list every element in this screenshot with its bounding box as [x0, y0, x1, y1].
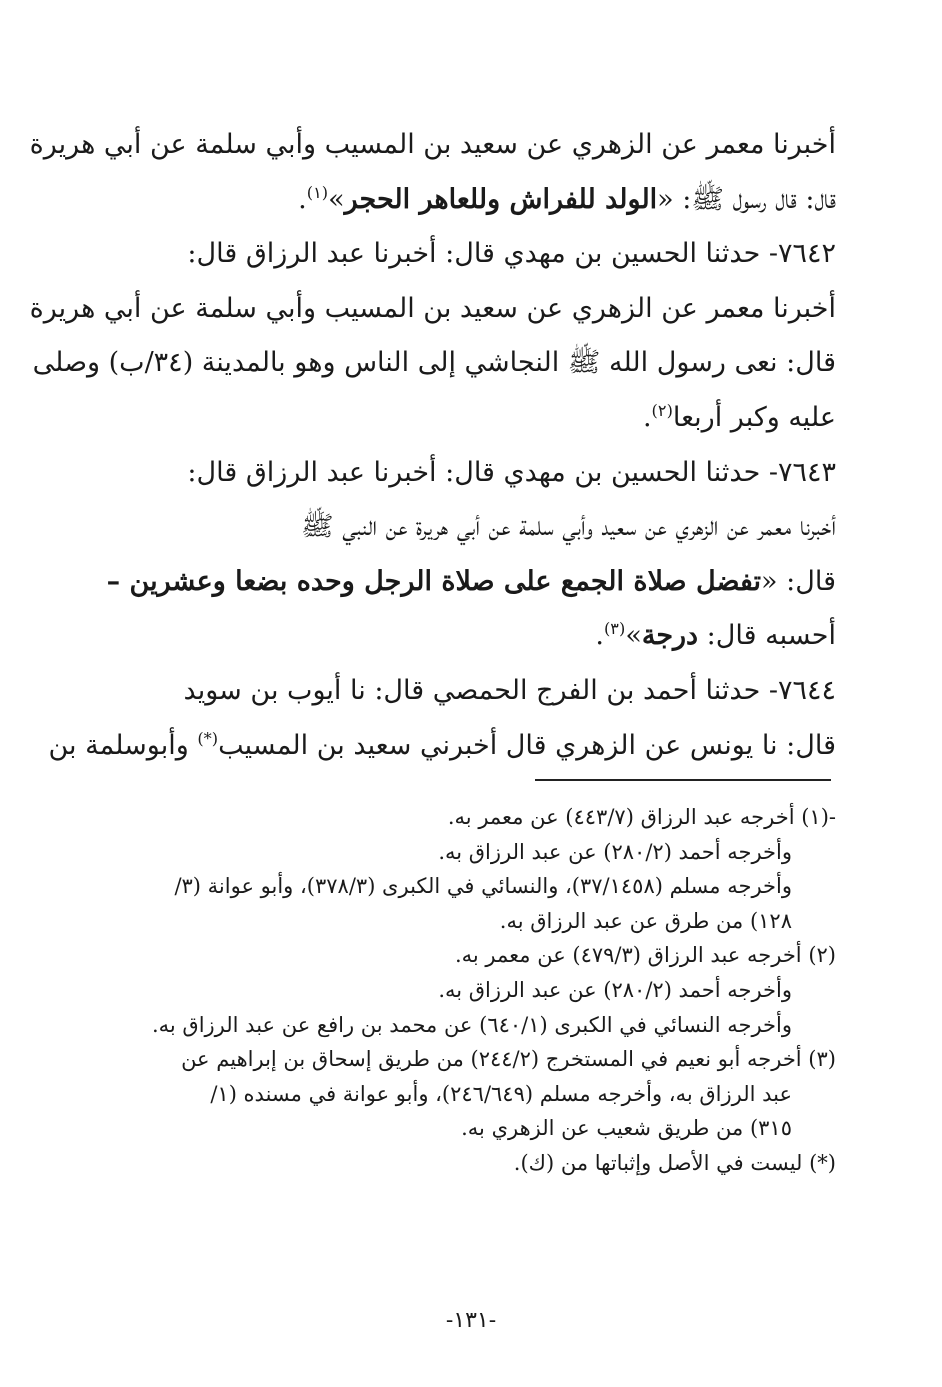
text-line [106, 555, 836, 610]
footnote-line: ١٢٨) من طرق عن عبد الرزاق به. [499, 908, 792, 933]
text-segment: وأبوسلمة بن [48, 729, 198, 761]
text-segment: . [642, 401, 652, 433]
hadith-quote: الولد للفراش وللعاهر الحجر [344, 183, 658, 215]
text-line [128, 391, 836, 446]
footnote-ref: (١) [306, 182, 329, 202]
text-segment: عليه وكبر أربعا [672, 401, 836, 433]
hadith-quote: درجة [641, 620, 699, 652]
text-line: أخبرنا معمر عن الزهري عن سعيد وأبي سلمة عن أبي هريرة عن النبي ﷺ [301, 511, 836, 543]
text-line [128, 609, 836, 664]
footnote-ref: (*) [197, 728, 219, 748]
text-segment: . [298, 183, 307, 215]
footnote-ref: (٢) [651, 400, 673, 420]
footnote-line: ٣١٥) من طريق شعيب عن الزهري به. [461, 1116, 792, 1141]
text-segment: قال: « [761, 565, 836, 597]
text-segment: . [595, 620, 604, 652]
footnote-line: وأخرجه أحمد (٢٨٠/٢) عن عبد الرزاق به. [438, 839, 792, 864]
text-segment: » [625, 620, 642, 652]
text-line: أخبرنا معمر عن الزهري عن سعيد بن المسيب وأبي سلمة عن أبي هريرة [29, 292, 836, 324]
footnote-ref: (٣) [603, 619, 626, 639]
hadith-quote: تفضل صلاة الجمع على صلاة الرجل وحده بضعا وعشرين – [106, 565, 762, 597]
footnote-line: (*) ليست في الأصل وإثباتها من (ك). [513, 1150, 836, 1175]
text-line: قال: نعى رسول الله ﷺ النجاشي إلى الناس وهو بالمدينة (٣٤/ب) وصلى [32, 347, 836, 379]
text-line: أخبرنا معمر عن الزهري عن سعيد بن المسيب وأبي سلمة عن أبي هريرة [29, 129, 836, 160]
footnote-line: (٢) أخرجه عبد الرزاق (٤٧٩/٣) عن معمر به. [454, 943, 836, 968]
text-line: ٧٦٤٣- حدثنا الحسين بن مهدي قال: أخبرنا عبد الرزاق قال: [187, 456, 836, 488]
text-segment: » [328, 183, 345, 215]
footnote-line: -(١) أخرجه عبد الرزاق (٤٤٣/٧) عن معمر به. [447, 805, 836, 829]
text-line: ٧٦٤٤- حدثنا أحمد بن الفرج الحمصي قال: نا أيوب بن سويد [183, 674, 836, 706]
text-segment: قال: قال رسول ﷺ: « [657, 183, 836, 215]
text-line [48, 719, 836, 774]
footnote-line: وأخرجه مسلم (٣٧/١٤٥٨)، والنسائي في الكبرى (٣٧٨/٣)، وأبو عوانة (٣/ [174, 874, 792, 899]
main-text [29, 118, 836, 773]
text-segment: أحسبه قال: [698, 620, 836, 652]
footnote-line: وأخرجه النسائي في الكبرى (٦٤٠/١) عن محمد بن رافع عن عبد الرزاق به. [151, 1012, 792, 1037]
footnote-line: وأخرجه أحمد (٢٨٠/٢) عن عبد الرزاق به. [438, 977, 792, 1002]
footnote-line: عبد الرزاق به، وأخرجه مسلم (٢٤٦/٦٤٩)، وأبو عوانة في مسنده (١/ [210, 1081, 792, 1106]
page-number: -١٣١- [445, 1308, 497, 1333]
footnote-divider [535, 779, 831, 781]
text-line [128, 173, 836, 228]
text-line: ٧٦٤٢- حدثنا الحسين بن مهدي قال: أخبرنا عبد الرزاق قال: [187, 238, 836, 270]
footnote-line: (٣) أخرجه أبو نعيم في المستخرج (٢٤٤/٢) من طريق إسحاق بن إبراهيم عن [181, 1047, 836, 1072]
text-segment: قال: نا يونس عن الزهري قال أخبرني سعيد بن المسيب [218, 729, 836, 761]
footnotes [128, 800, 836, 1181]
